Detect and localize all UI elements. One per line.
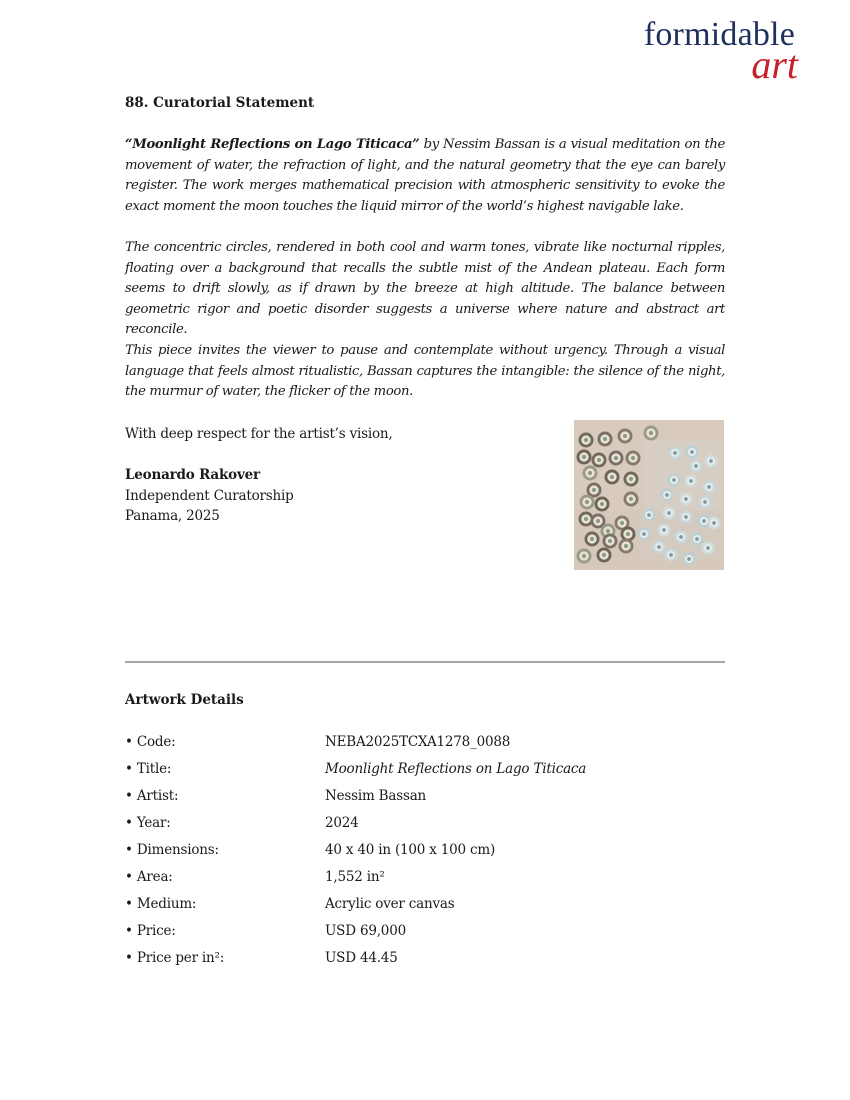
detail-label: • Price: bbox=[125, 923, 176, 939]
detail-value: NEBA2025TCXA1278_0088 bbox=[325, 734, 511, 750]
detail-label: • Price per in²: bbox=[125, 950, 225, 966]
brand-logo-line2: art bbox=[751, 42, 798, 87]
detail-label: • Code: bbox=[125, 734, 176, 750]
signature-name: Leonardo Rakover bbox=[125, 467, 260, 483]
detail-row-title bbox=[125, 759, 725, 786]
detail-row-year bbox=[125, 813, 725, 840]
detail-label: • Area: bbox=[125, 869, 173, 885]
statement-paragraph-3: This piece invites the viewer to pause and contemplate without urgency. Through a visual language that feels almost ritualistic, Bassan captures the intangible: the silence of the night, the murmur of water, the flicker of the moon. bbox=[125, 343, 725, 399]
artwork-image bbox=[574, 420, 724, 570]
brand-logo bbox=[643, 16, 798, 87]
details-heading: Artwork Details bbox=[125, 692, 244, 708]
detail-row-price-per-area bbox=[125, 948, 725, 975]
brand-logo-line1: formidable bbox=[643, 16, 795, 53]
section-divider bbox=[125, 661, 725, 663]
statement-paragraph-1-text: by Nessim Bassan is a visual meditation on the movement of water, the refraction of light, and the natural geometry that the eye can barely register. The work merges mathematical precision with atmospheric sensitivity to evoke the exact moment the moon touches the liquid mirror of the world’s highest navigable lake. bbox=[125, 137, 725, 214]
detail-row-area bbox=[125, 867, 725, 894]
detail-row-dimensions bbox=[125, 840, 725, 867]
detail-value: 1,552 in² bbox=[325, 869, 385, 885]
detail-label: • Medium: bbox=[125, 896, 197, 912]
detail-value: 2024 bbox=[325, 815, 359, 831]
closing-line: With deep respect for the artist’s vision, bbox=[125, 426, 393, 442]
statement-paragraph-1 bbox=[125, 135, 725, 217]
detail-label: • Artist: bbox=[125, 788, 179, 804]
detail-value: USD 69,000 bbox=[325, 923, 406, 939]
detail-value: 40 x 40 in (100 x 100 cm) bbox=[325, 842, 496, 858]
detail-value: Nessim Bassan bbox=[325, 788, 427, 804]
detail-label: • Title: bbox=[125, 761, 172, 777]
detail-label: • Year: bbox=[125, 815, 171, 831]
details-list bbox=[125, 732, 725, 975]
detail-value: Acrylic over canvas bbox=[325, 896, 455, 912]
signature-role: Independent Curatorship bbox=[125, 488, 294, 504]
detail-row-code bbox=[125, 732, 725, 759]
detail-row-medium bbox=[125, 894, 725, 921]
detail-label: • Dimensions: bbox=[125, 842, 219, 858]
section-heading: 88. Curatorial Statement bbox=[125, 95, 315, 111]
detail-value: Moonlight Reflections on Lago Titicaca bbox=[325, 761, 587, 777]
signature-place: Panama, 2025 bbox=[125, 508, 220, 524]
statement-paragraph-2: The concentric circles, rendered in both cool and warm tones, vibrate like nocturnal ripples, floating over a background that recalls the subtle mist of the Andean plateau. Each form seems to drift slowly, as if drawn by the breeze at high altitude. The balance between geometric rigor and poetic disorder suggests a universe where nature and abstract art reconcile. bbox=[125, 240, 725, 337]
statement-artwork-title: “Moonlight Reflections on Lago Titicaca” bbox=[125, 137, 420, 152]
detail-value: USD 44.45 bbox=[325, 950, 398, 966]
detail-row-price bbox=[125, 921, 725, 948]
detail-row-artist bbox=[125, 786, 725, 813]
